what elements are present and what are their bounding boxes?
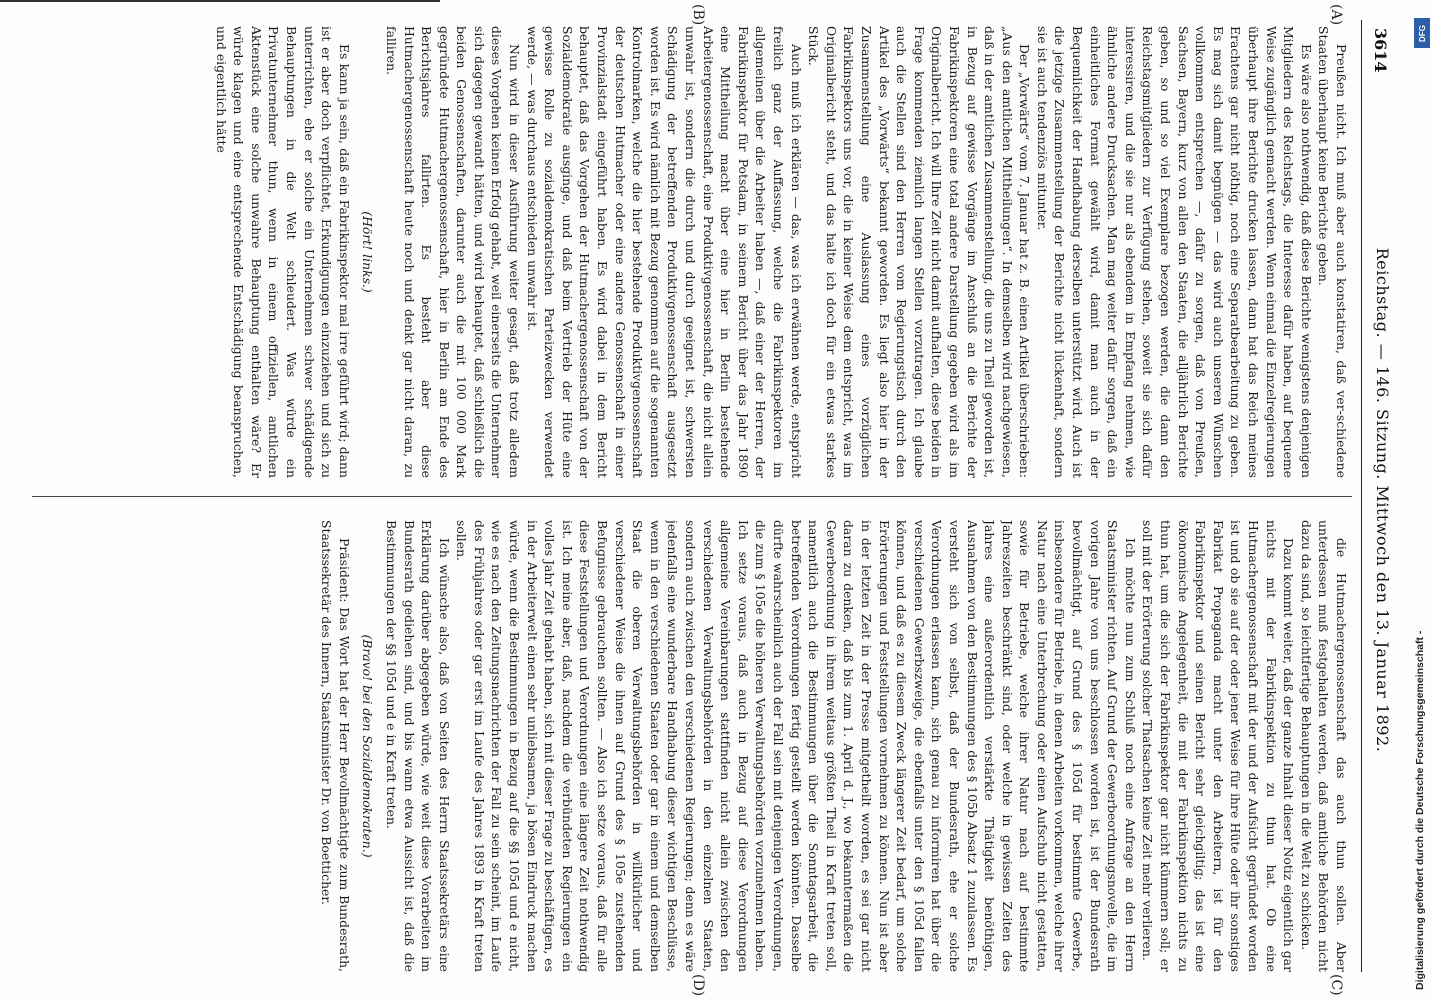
paragraph: Es wäre also nothwendig, daß diese Berichte wenigstens denjenigen Mitgliedern des Reichstags, die Interesse dafür haben, auf bequeme Weise zugänglich gemacht werden. Wenn einmal die Einzelregierungen überhaupt ihre Berichte drucken lassen, dann hat das Reich meines Erachtens gar nicht nöthig, noch eine Separatbearbeitung zu geben. Es mag sich damit begnügen — das wird auch unseren Wünschen vollkommen entsprechen —, dafür zu sorgen, daß von Preußen, Sachsen, Bayern, kurz von allen den Staaten, die alljährlich Berichte geben, so und so viel Exemplare bezogen werden, die dann den Reichstagsmitgliedern zur Verfügung stehen, soweit sie sich dafür interessiren, und die sie nur als ebendem in Empfang nehmen, wie ähnliche andere Drucksachen. Man mag weiter dafür sorgen, daß ein einheitliches Format gewählt wird, damit man auch in der Bequemlichkeit der Handhabung derselben unterstützt wird. Auch ist die jetzige Zusammenstellung der Berichte nicht lückenhaft, sondern sie ist auch tendenziös mitunter. (1034, 26, 1314, 478)
margin-letter-b: (B) (690, 4, 706, 26)
dfg-logo-text: DFG (1417, 24, 1427, 42)
running-head: Reichstag. — 146. Sitzung. Mittwoch den 13. Januar 1892. (1373, 247, 1392, 753)
dfg-logo (1414, 18, 1430, 48)
paragraph: Dazu kommt weiter, daß der ganze Inhalt dieser Notiz eigentlich gar nichts mit der Fabrikinspektion zu thun hat. Ob eine Hutmachergenossenschaft mit der und der Aufsicht gegründet worden ist und ob sie auf der oder jener Weise für ihre Hüte oder ihr sonstiges Fabrikat Propaganda macht unter den Arbeitern, ist für den Fabrikinspektor und seinen Bericht sehr gleichgiltig; das ist eine ökonomische Angelegenheit, die mit der Fabrikinspektion nichts zu thun hat, um die sich der Fabrikinspektor gar nicht kümmern soll; er soll mit der Erörterung solcher Thatsachen keine Zeit mehr verlieren. (1140, 520, 1297, 972)
paragraph: die Hutmachergenossenschaft das auch thun sollen. Aber unterdessen muß festgehalten werden, daß amtliche Behörden nicht dazu da sind, so leichtfertige Behauptungen in die Welt zu schicken. (1298, 520, 1349, 972)
margin-letter-d: (D) (690, 974, 706, 997)
margin-letter-c: (C) (1328, 974, 1344, 996)
paragraph: Der „Vorwärts“ vom 7. Januar hat z. B. einen Artikel überschrieben: „Aus den amtlichen Mittheilungen“. In demselben wird nachgewiesen, daß in der amtlichen Zusammenstellung, die uns zu Theil geworden ist, in Bezug auf gewisse Vorgänge im Anschluß an die Berichte der Fabrikinspektoren eine total andere Darstellung gegeben wird als im Originalbericht. Ich will Ihre Zeit nicht damit aufhalten, diese beiden in Frage kommenden ziemlich langen Stellen vorzutragen. Ich glaube auch die Stellen sind den Herren vom Regierungstisch durch den Artikel des „Vorwärts“ bekannt geworden. Es liegt also hier in der Zusammenstellung eine Auslassung eines vorzüglichen Fabrikinspektors uns vor, die in keiner Weise dem entspricht, was im Originalbericht steht, und das halte ich doch für ein etwas starkes Stück. (806, 26, 1033, 478)
page-number: 3614 (1371, 28, 1390, 73)
left-column (50, 26, 1350, 478)
column-divider (32, 496, 1352, 497)
paragraph: Nun wird in dieser Ausführung weiter gesagt, daß trotz alledem dieses Vorgehen keinen Erfolg gehabt, weil einerseits die Unternehmer sich dagegen gewandt hätten, und wird behauptet, daß schließlich die beiden Genossenschaften, darunter auch die mit 100 000 Mark gegründete Hutmachergenossenschaft, hier in Berlin am Ende des Berichtsjahres fallirten. Es besteht aber diese Hutmachergenossenschaft heute noch und denkt gar nicht daran, zu falliren. (383, 26, 523, 478)
paragraph: Ich wünsche also, daß von Seiten des Herrn Staatssekretärs eine Erklärung darüber abgegeben würde, wie weit diese Vorarbeiten im Bundesrath gediehen sind, und bis wann etwa Aussicht ist, daß die Bestimmungen der §§ 105d und e in Kraft treten. (383, 520, 452, 972)
digitization-credit: Digitalisierung gefördert durch die Deutsche Forschungsgemeinschaft - (1414, 630, 1426, 990)
right-column (50, 520, 1350, 972)
paragraph: Es kann ja sein, daß ein Fabrikinspektor mal irre geführt wird; dann ist er aber doch verpflichtet, Erkundigungen einzuziehen und sich zu unterrichten, ehe er solche ein Unternehmen schwer schädigende Behauptungen in die Welt schleudert. Was würde ein Privatunternehmer thun, wenn in einem offiziellen, amtlichen Aktenstück eine solche unwahre Behauptung enthalten wäre? Er würde klagen und eine entsprechende Entschädigung beanspruchen, und eigentlich hätte (213, 26, 352, 478)
header-rule (1361, 20, 1362, 972)
interjection: (Bravo! bei den Sozialdemokraten.) (360, 634, 376, 858)
interjection: (Hört! links.) (360, 211, 376, 293)
margin-letter-a: (A) (1328, 4, 1344, 26)
speaker-paragraph: Präsident: Das Wort hat der Herr Bevollmächtigte zum Bundesrath, Staatssekretär des Innern, Staatsminister Dr. von Boetticher. (319, 520, 352, 972)
paragraph: Ich möchte nun zum Schluß noch eine Anfrage an den Herrn Staatsminister richten. Auf Grund der Gewerbeordnungsnovelle, die im vorigen Jahre von uns beschlossen worden ist, ist der Bundesrath bevollmächtigt, auf Grund des § 105d für bestimmte Gewerbe, insbesondere für Betriebe, in denen Arbeiten vorkommen, welche ihrer Natur nach eine Unterbrechung oder einen Aufschub nicht gestatten, sowie für Betriebe, welche ihrer Natur nach auf bestimmte Jahreszeiten beschränkt sind, oder welche in gewissen Zeiten des Jahres eine außerordentlich verstärkte Thätigkeit benöthigen, Ausnahmen von den Bestimmungen des § 105b Absatz 1 zuzulassen. Es versteht sich von selbst, daß der Bundesrath, ehe er solche Verordnungen erlassen kann, sich genau zu informiren hat über die verschiedenen Gewerbszweige, die ebenfalls unter den § 105d fallen können, und daß es zu diesem Zweck längerer Zeit bedarf, um solche Erörterungen und Feststellungen vornehmen zu können. Nun ist aber in der letzten Zeit in der Presse mitgetheilt worden, es sei gar nicht daran zu denken, daß bis zum 1. April d. J., wo bekanntermaßen die Gewerbeordnung in ihrem weitaus größten Theil in Kraft treten soll, namentlich auch die Bestimmungen über die Sonntagsarbeit, die betreffenden Verordnungen fertig gestellt werden könnten. Dasselbe dürfte wahrscheinlich auch der Fall sein mit denjenigen Verordnungen, die zum § 105e die höheren Verwaltungsbehörden vorzunehmen haben. Ich setze voraus, daß auch in Bezug auf diese Verordnungen allgemeine Vereinbarungen stattfinden nicht allein zwischen den verschiedenen Verwaltungsbehörden in den einzelnen Staaten, sondern auch zwischen den verschiedenen Regierungen; denn es wäre jedenfalls eine wunderbare Handhabung dieser wichtigen Beschlüsse, wenn in den verschiedenen Staaten oder gar in einem und demselben Staat die oberen Verwaltungsbehörden in willkürlicher und verschiedener Weise die ihnen auf Grund des § 105e zustehenden Befugnisse gebrauchen sollten. — Also ich setze voraus, daß für alle diese Feststellungen und Verordnungen eine längere Zeit nothwendig ist. Ich meine aber, daß, nachdem die verbündeten Regierungen ein volles Jahr Zeit gehabt haben, sich mit dieser Frage zu beschäftigen, es in der Arbeiterwelt einen sehr unliebsamen, ja bösen Eindruck machen würde, wenn die Bestimmungen in Bezug auf die §§ 105d und e nicht, wie es nach den Zeitungsnachrichten der Fall zu sein scheint, im Laufe des Frühjahres oder gar erst im Laufe des Jahres 1893 in Kraft treten sollen. (454, 520, 1138, 972)
paragraph: Auch muß ich erklären — das, was ich erwähnen werde, entspricht freilich ganz der Auffassung, welche die Fabrikinspektoren im allgemeinen über die Arbeiter haben —, daß einer der Herren, der Fabrikinspektor für Potsdam, in seinem Bericht über das Jahr 1890 eine Mittheilung macht über eine hier in Berlin bestehende Arbeitergenossenschaft, eine Produktivgenossenschaft, die nicht allein unwahr ist, sondern die durch und durch geeignet ist, schwersten Schädigung der betreffenden Produktivgenossenschaft ausgesetzt worden ist. Es wird nämlich mit Bezug genommen auf die sogenannten Kontrolmarken, welche die hier bestehende Produktivgenossenschaft der deutschen Hutmacher oder eine andere Genossenschaft in einer Provinzialstadt eingeführt haben. Es wird dabei in dem Bericht behauptet, daß das Vorgehen der Hutmachergenossenschaft von der Sozialdemokratie ausginge, und daß beim Vertrieb der Hüte eine gewisse Rolle zu sozialdemokratischen Parteizwecken verwendet werde, — was durchaus entschieden unwahr ist. (524, 26, 804, 478)
paragraph: Preußen nicht. Ich muß aber auch konstatiren, daß ver-schiedene Staaten überhaupt keine Berichte geben. (1316, 26, 1349, 478)
